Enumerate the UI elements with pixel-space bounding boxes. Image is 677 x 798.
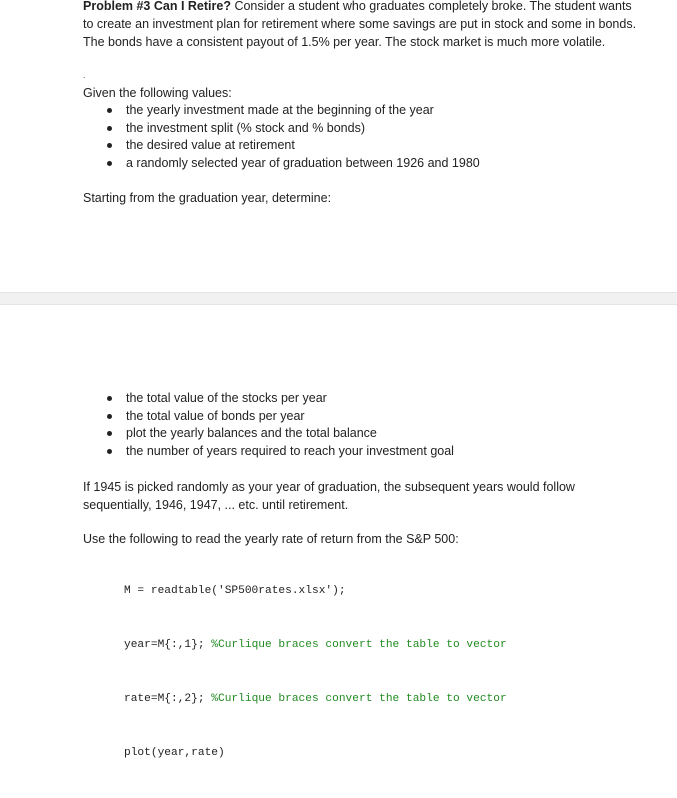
determine-item: the total value of bonds per year	[83, 408, 643, 426]
problem-intro	[83, 0, 643, 51]
given-item: the investment split (% stock and % bonds)	[83, 120, 643, 138]
stray-mark: .	[83, 70, 86, 80]
document-page-1	[0, 0, 677, 292]
determine-item: plot the yearly balances and the total balance	[83, 425, 643, 443]
code-block	[124, 546, 507, 798]
problem-number: Problem #3 Can I Retire?	[83, 0, 231, 13]
determine-item: the number of years required to reach your investment goal	[83, 443, 643, 461]
given-item: the yearly investment made at the beginning of the year	[83, 102, 643, 120]
example-paragraph: If 1945 is picked randomly as your year of graduation, the subsequent years would follow sequentially, 1946, 1947, ... etc. until retirement.	[83, 480, 575, 512]
problem-description: Consider a student who graduates completely broke. The student wants to create an investment plan for retirement where some savings are put in stock and some in bonds. The bonds have a consistent payout of 1.5% per year. The stock market is much more volatile.	[83, 0, 637, 49]
determine-list	[83, 390, 643, 460]
code-line: M = readtable('SP500rates.xlsx');	[124, 585, 346, 597]
code-comment: %Curlique braces convert the table to vector	[211, 693, 507, 705]
code-heading: Use the following to read the yearly rate of return from the S&P 500:	[83, 532, 459, 546]
code-line: plot(year,rate)	[124, 747, 225, 759]
given-item: the desired value at retirement	[83, 137, 643, 155]
given-item: a randomly selected year of graduation between 1926 and 1980	[83, 155, 643, 173]
determine-item: the total value of the stocks per year	[83, 390, 643, 408]
code-comment: %Curlique braces convert the table to vector	[211, 639, 507, 651]
code-line: year=M{:,1}; %Curlique braces convert the table to vector	[124, 639, 507, 651]
code-line: rate=M{:,2}; %Curlique braces convert the table to vector	[124, 693, 507, 705]
given-list	[83, 102, 643, 172]
page-break	[0, 292, 677, 305]
determine-heading: Starting from the graduation year, determine:	[83, 191, 332, 205]
given-heading: Given the following values:	[83, 86, 232, 100]
document-page-2	[0, 305, 677, 759]
